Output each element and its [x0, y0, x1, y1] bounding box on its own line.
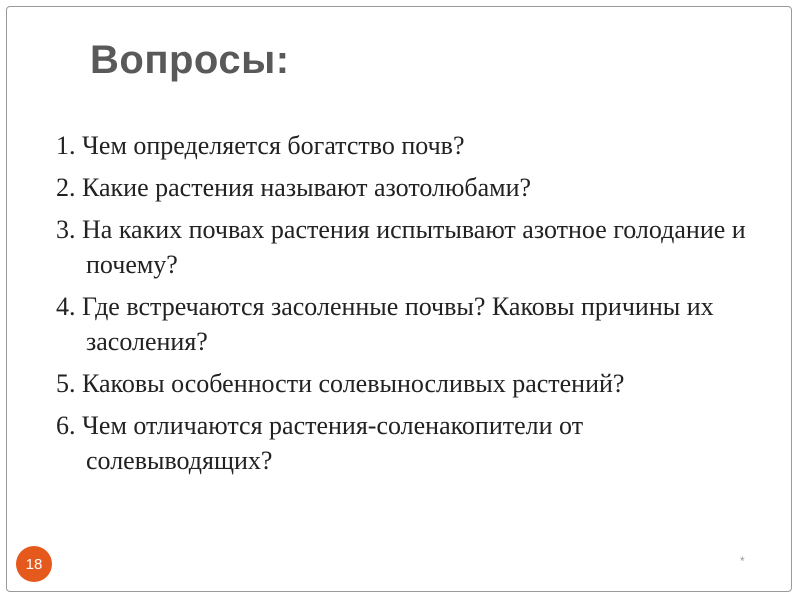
- slide-number-badge: 18: [16, 546, 52, 582]
- question-item: 4. Где встречаются засоленные почвы? Каковы причины их засоления?: [56, 292, 714, 356]
- questions-list: [56, 128, 756, 485]
- question-item: 3. На каких почвах растения испытывают азотное голодание и почему?: [56, 215, 746, 279]
- question-item: 1. Чем определяется богатство почв?: [56, 131, 465, 160]
- question-item: 2. Какие растения называют азотолюбами?: [56, 173, 532, 202]
- question-item: 5. Каковы особенности солевыносливых растений?: [56, 369, 625, 398]
- footer-mark: *: [740, 554, 745, 568]
- slide-title: Вопросы:: [90, 38, 290, 82]
- question-item: 6. Чем отличаются растения-соленакопители от солевыводящих?: [56, 411, 584, 475]
